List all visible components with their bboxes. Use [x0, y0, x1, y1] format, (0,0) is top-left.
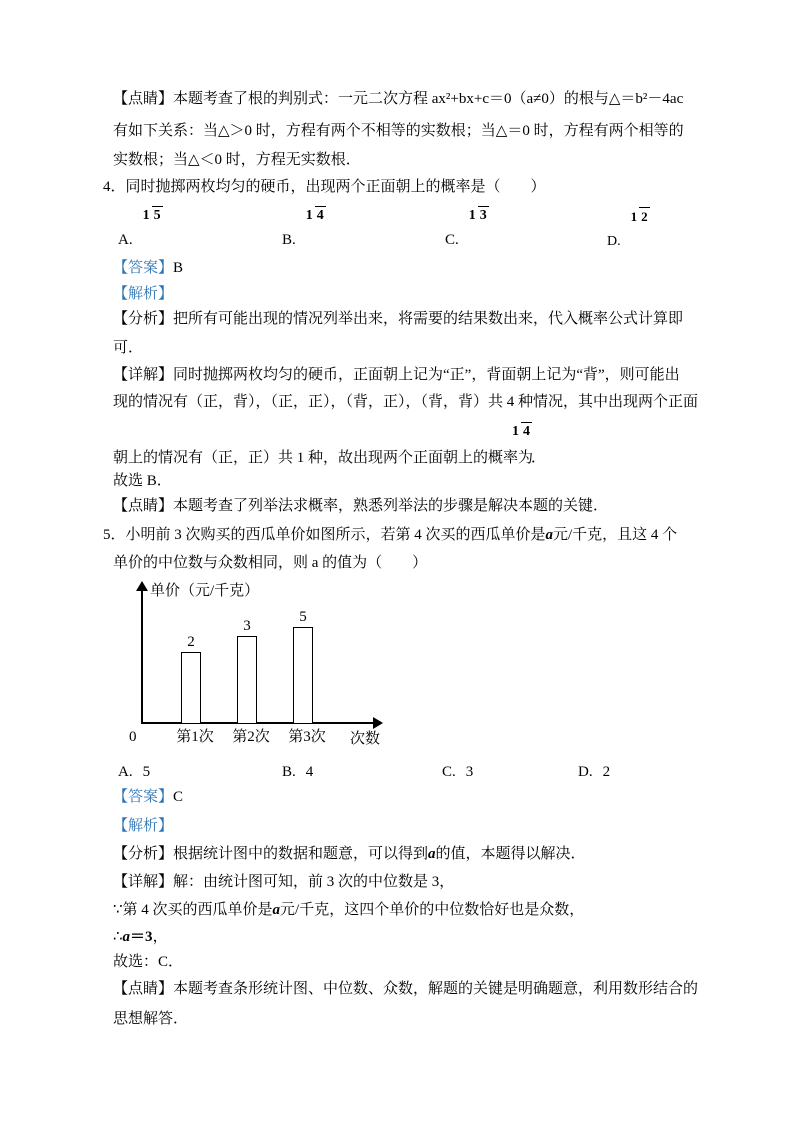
q4-fenxi-line1: 【分析】把所有可能出现的情况列举出来，将需要的结果数出来，代入概率公式计算即 — [113, 311, 684, 327]
q5-xiangjie-line1: 【详解】解：由统计图可知，前 3 次的中位数是 3， — [113, 874, 455, 890]
q4-option-d — [607, 208, 650, 249]
answer-label: 【答案】 — [113, 789, 174, 805]
variable-a: a — [428, 846, 436, 862]
q4-stem: 4．同时抛掷两枚均匀的硬币，出现两个正面朝上的概率是（ ） — [103, 179, 546, 195]
q5-option-c: C. 3 — [442, 764, 474, 780]
q5-therefore-line: ∴a＝3， — [113, 929, 168, 945]
variable-a: a — [122, 929, 131, 945]
y-axis — [141, 589, 143, 724]
q4-answer: B — [173, 260, 184, 276]
q4-xiangjie-line2: 现的情况有（正，背），（正，正），（背，正），（背，背）共 4 种情况，其中出现两个正面 — [113, 394, 699, 410]
q5-answer-row — [113, 788, 183, 806]
q4-option-d-label: D. — [607, 234, 621, 249]
inline-fraction: 1 4 — [512, 424, 530, 439]
q4-xiangjie-line3: 朝上的情况有（正，正）共 1 种，故出现两个正面朝上的概率为 — [113, 450, 534, 466]
bar-3-category: 第3次 — [288, 729, 326, 745]
analysis-label: 【解析】 — [113, 818, 174, 834]
q4-analysis-row — [113, 285, 173, 303]
q5-option-a: A. 5 — [118, 764, 151, 780]
q3-tip-line3: 实数根；当△＜0 时，方程无实数根． — [113, 152, 361, 168]
q4-option-b-label: B. — [282, 232, 296, 248]
q3-tip-line1: 【点睛】本题考查了根的判别式：一元二次方程 ax²+bx+c＝0（a≠0）的根与△＝b²－4ac — [113, 91, 684, 107]
q4-option-b — [282, 206, 326, 248]
q4-answer-row — [113, 259, 183, 277]
bar-1 — [181, 652, 201, 724]
dianjing-label: 【点睛】 — [113, 498, 174, 514]
x-axis-arrow-icon — [373, 717, 383, 729]
xiangjie-label: 【详解】 — [113, 367, 174, 383]
q5-option-b: B. 4 — [282, 764, 314, 780]
fraction: 1 5 — [142, 208, 161, 224]
q4-option-a-label: A. — [118, 232, 133, 248]
origin-label: 0 — [129, 729, 137, 745]
fraction: 1 4 — [305, 208, 324, 224]
q4-fenxi-line2: 可． — [113, 340, 144, 356]
x-axis — [141, 722, 375, 724]
q5-stem-line2: 单价的中位数与众数相同，则 a 的值为（ ） — [113, 555, 428, 571]
bar-2-value: 3 — [243, 618, 251, 634]
q4-option-c-label: C. — [445, 232, 459, 248]
q4-xiangjie-line1: 【详解】同时抛掷两枚均匀的硬币，正面朝上记为“正”，背面朝上记为“背”，则可能出 — [113, 367, 680, 383]
xiangjie-label: 【详解】 — [113, 874, 174, 890]
q5-conclusion: 故选：C． — [113, 954, 184, 970]
y-axis-label: 单价（元/千克） — [150, 583, 260, 599]
bar-chart — [128, 583, 408, 761]
bar-3-value: 5 — [299, 609, 307, 625]
q5-stem-line1: 5．小明前 3 次购买的西瓜单价如图所示，若第 4 次买的西瓜单价是a元/千克，且这 4 个 — [103, 527, 678, 543]
tip-label: 【点睛】 — [113, 91, 174, 107]
bar-1-category: 第1次 — [176, 729, 214, 745]
q4-conclusion: 故选 B． — [113, 473, 172, 489]
x-axis-label: 次数 — [350, 731, 381, 747]
q5-answer: C — [173, 789, 184, 805]
q4-xiangjie-line3-end: ． — [531, 450, 547, 466]
fenxi-label: 【分析】 — [113, 311, 174, 327]
bar-2-category: 第2次 — [232, 729, 270, 745]
fenxi-label: 【分析】 — [113, 846, 174, 862]
dianjing-label: 【点睛】 — [113, 981, 174, 997]
variable-a: a — [272, 902, 281, 918]
q5-because-line: ∵第 4 次买的西瓜单价是a元/千克，这四个单价的中位数恰好也是众数， — [113, 902, 585, 918]
bar-2 — [237, 636, 257, 724]
q5-option-d: D. 2 — [578, 764, 611, 780]
q4-dianjing: 【点睛】本题考查了列举法求概率，熟悉列举法的步骤是解决本题的关键． — [113, 498, 609, 514]
q3-tip-line2: 有如下关系：当△＞0 时，方程有两个不相等的实数根；当△＝0 时，方程有两个相等的 — [113, 123, 684, 139]
q5-analysis-row — [113, 817, 173, 835]
q5-dianjing-line2: 思想解答． — [113, 1011, 189, 1027]
variable-a: a — [545, 527, 554, 543]
q4-option-a — [118, 206, 163, 248]
analysis-label: 【解析】 — [113, 286, 174, 302]
q5-fenxi: 【分析】根据统计图中的数据和题意，可以得到a的值，本题得以解决． — [113, 846, 586, 862]
q5-dianjing-line1: 【点睛】本题考查条形统计图、中位数、众数，解题的关键是明确题意，利用数形结合的 — [113, 981, 699, 997]
fraction: 1 3 — [468, 208, 487, 224]
bar-3 — [293, 627, 313, 724]
answer-label: 【答案】 — [113, 260, 174, 276]
bar-1-value: 2 — [187, 634, 195, 650]
fraction: 1 2 — [630, 208, 648, 224]
q4-option-c — [445, 206, 489, 248]
